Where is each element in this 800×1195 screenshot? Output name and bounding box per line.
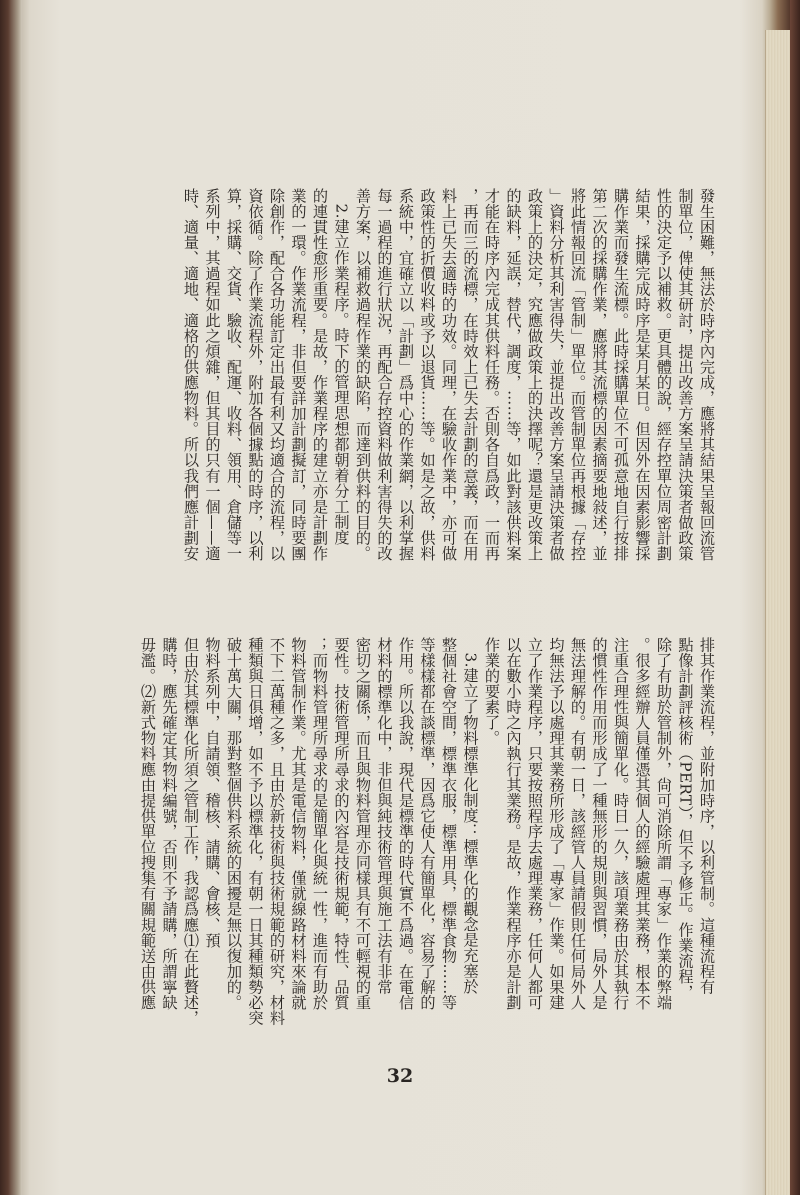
text-column: 以在數小時之內執行其業務。是故，作業程序亦是計劃: [504, 637, 523, 1011]
text-column: 性的決定予以補救。更具體的說，經存控單位周密計劃: [655, 188, 673, 562]
text-column: 時、適量、適地、適格的供應物料。所以我們應計劃安: [182, 188, 200, 562]
page-number: 32: [386, 1065, 414, 1087]
lower-text-block: [107, 637, 717, 1047]
text-column: 物料系列中，自請領、稽核、請購、會核、預: [203, 637, 222, 948]
text-column: 物料管制作業。尤其是電信物料，僅就線路材料來論就: [289, 637, 308, 1011]
text-column: 材料的標準化中，非但與純技術管理與施工法有非常: [375, 637, 394, 995]
text-column: 系列中，其過程如此之煩雜，但其目的只有一個——適: [203, 188, 222, 562]
text-column: 無法理解的。有朝一日，該經管人員請假則任何局外人: [569, 637, 587, 1011]
text-column: 毋濫。⑵新式物料應由提供單位搜集有關規範送由供應: [139, 637, 157, 1011]
text-column: 政策上的決定，究應做政策上的決擇呢？還是更改策上: [526, 188, 544, 562]
text-column: 均無法予以處理其業務所形成了「專家」作業。如果建: [547, 637, 566, 1011]
text-column: 第二次的採購作業，應將其流標的因素摘要地敍述，並: [590, 188, 609, 562]
text-column: 作業的要素了。: [483, 637, 501, 746]
text-column: 的缺料，延誤，替代，調度，……等，如此對該供料案: [504, 188, 523, 562]
text-column: 料上已失去適時的功效。同理，在驗收作業中，亦可做: [440, 188, 458, 562]
text-column: 每一過程的進行狀況，再配合存控資料做利害得失的改: [375, 188, 394, 562]
text-column: 2.建立作業程序。時下的管理思想都朝着分工制度: [332, 188, 351, 546]
text-column: 算，採購、交貨、驗收、配運、收料、領用、倉儲等一: [225, 188, 243, 562]
text-column: 但由於其標準化所須之管制工作，我認爲應⑴在此贅述，: [182, 637, 200, 1026]
text-column: 立了作業程序，只要按照程序去處理業務，任何人都可: [526, 637, 544, 1011]
text-column: 排其作業流程，並附加時序，以利管制。這種流程有: [698, 637, 716, 995]
text-column: 等樣樣都在談標準，因爲它使人有簡單化，容易了解的: [418, 637, 437, 1011]
text-column: 除了有助於管制外，尙可消除所謂「專家」作業的弊端: [655, 637, 673, 1011]
text-column: 系統中，宜確立以「計劃」爲中心的作業網，以利掌握: [397, 188, 415, 562]
text-column: 結果，採購完成時序是某月某日。但因外在因素影響採: [633, 188, 652, 562]
text-column: 。很多經辦人員僅憑其個人的經驗處理其業務，根本不: [633, 637, 652, 1011]
text-column: 破十萬大關，那對整個供料系統的困擾是無以復加的。: [225, 637, 243, 1011]
text-column: 才能在時序內完成其供料任務。否則各自爲政，一而再: [483, 188, 501, 562]
text-column: 的連貫性愈形重要。是故，作業程序的建立亦是計劃作: [311, 188, 329, 562]
text-column: 業的一環。作業流程，非但要詳加計劃擬訂，同時要團: [289, 188, 308, 562]
book-cover-edge: [790, 0, 800, 1195]
text-column: 種類與日俱增，如不予以標準化，有朝一日其種類勢必突: [246, 637, 265, 1026]
left-page-edge: [0, 0, 22, 1195]
text-column: 」資料分析其利害得失，並提出改善方案呈請決策者做: [547, 188, 566, 562]
upper-text-block: [107, 188, 717, 598]
text-column: 政策性的折價收料或予以退貨……等。如是之故，供料: [418, 188, 437, 562]
text-column: 注重合理性與簡單化。時日一久，該項業務由於其執行: [612, 637, 630, 1011]
text-column: 要性。技術管理所尋求的內容是技術規範，特性、品質: [332, 637, 351, 1011]
text-column: 善方案，以補救過程作業的缺陷，而達到供料的目的。: [354, 188, 372, 562]
text-column: 點像計劃評核術（PERT），但不予修正。作業流程，: [676, 637, 695, 1000]
text-column: ；而物料管理所尋求的是簡單化與統一性，進而有助於: [311, 637, 329, 1011]
text-column: 制單位，俾使其研討，提出改善方案呈請決策者做政策: [676, 188, 695, 562]
text-column: 資依循。除了作業流程外，附加各個據點的時序，以利: [246, 188, 265, 562]
text-column: 購時，應先確定其物料編號，否則不予請購，所謂寧缺: [160, 637, 179, 1011]
text-column: 作用。所以我說，現代是標準的時代實不爲過。在電信: [397, 637, 415, 1011]
text-column: 3.建立了物料標準化制度：標準化的觀念是充塞於: [461, 637, 480, 995]
text-column: 的慣性作用而形成了一種無形的規則與習慣，局外人是: [590, 637, 609, 1011]
text-column: 將此情報回流「管制」單位。而管制單位再根據「存控: [569, 188, 587, 562]
text-column: 購作業而發生流標。此時採購單位不可孤意地自行按排: [612, 188, 630, 562]
text-column: 整個社會空間，標準衣服，標準用具，標準食物……等: [440, 637, 458, 1011]
text-column: 除創作，配合各功能訂定出最有利又均適合的流程，以: [268, 188, 286, 562]
text-column: 不下二萬種之多，且由於新技術與技術規範的研究，材料: [268, 637, 286, 1026]
text-column: 密切之關係，而且與物料管理亦同樣具有不可輕視的重: [354, 637, 372, 1011]
text-column: ，再而三的流標，在時效上已失去計劃的意義，而在用: [461, 188, 480, 562]
text-column: 發生困難，無法於時序內完成，應將其結果呈報回流管: [698, 188, 716, 562]
